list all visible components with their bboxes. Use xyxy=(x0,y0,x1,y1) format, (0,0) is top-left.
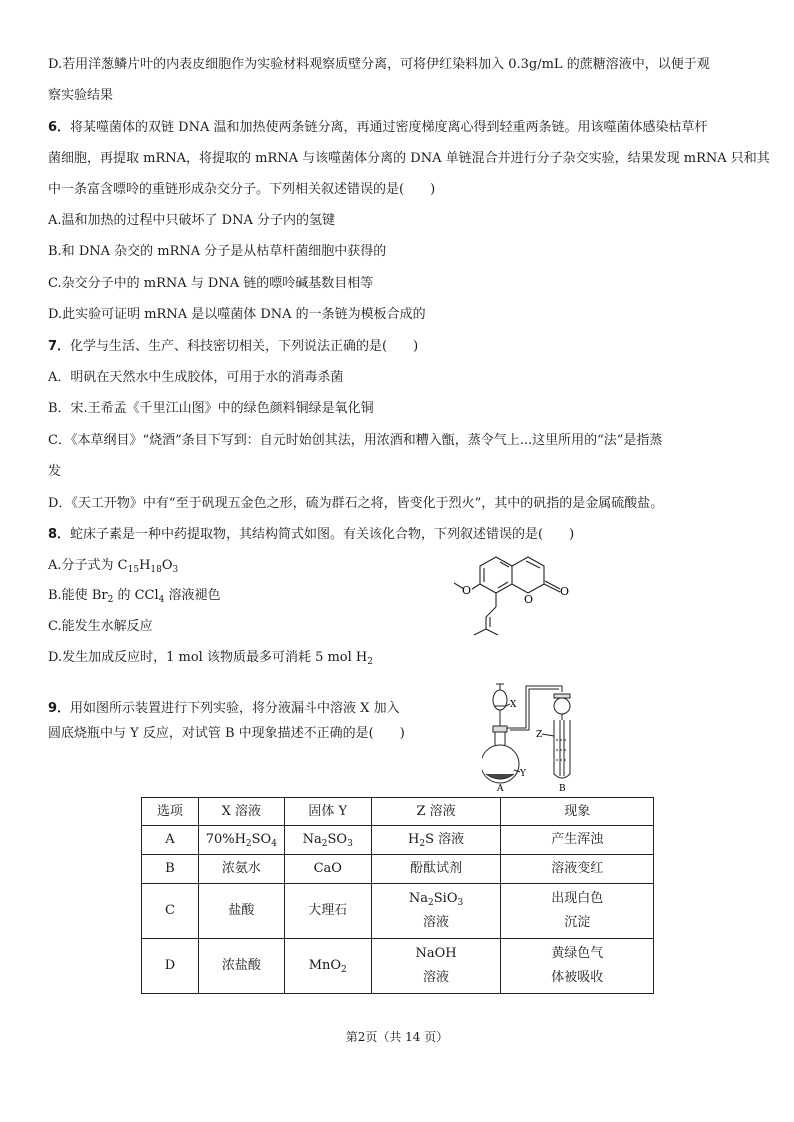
cell-y: CaO xyxy=(284,855,371,884)
cell-phenomenon: 溶液变红 xyxy=(501,855,654,884)
cell-phenomenon xyxy=(501,939,654,994)
cell-x: 浓氨水 xyxy=(198,855,284,884)
ring-oxygen-label: O xyxy=(524,593,534,606)
z-line2: 溶液 xyxy=(423,970,450,985)
experiment-table xyxy=(141,797,654,994)
x-mid: SO xyxy=(251,832,272,847)
z-line1: NaOH xyxy=(415,946,457,961)
q6-stem-line1 xyxy=(48,118,708,138)
cell-z: 酚酞试剂 xyxy=(371,855,501,884)
cell-phenomenon xyxy=(501,884,654,939)
phenom-line1: 出现白色 xyxy=(551,891,604,906)
q9-number: 9． xyxy=(48,701,71,716)
table-header-row xyxy=(142,798,654,826)
q8-a-sub2: 18 xyxy=(150,565,162,575)
q7-option-a: A．明矾在天然水中生成胶体，可用于水的消毒杀菌 xyxy=(48,370,344,385)
y-text: Na xyxy=(302,832,322,847)
y-sub1: 2 xyxy=(321,839,328,849)
header-z-solution: Z 溶液 xyxy=(371,798,501,826)
q8-b-mid: 的 CCl xyxy=(113,588,159,603)
methoxy-oxygen-label: O xyxy=(462,584,472,597)
q8-d-text: D.发生加成反应时，1 mol 该物质最多可消耗 5 mol H xyxy=(48,650,368,665)
q7-option-d: D．《天工开物》中有“至于矾现五金色之形，硫为群石之将，皆变化于烈火”，其中的矾指的是金属硫酸盐。 xyxy=(48,496,664,511)
q8-b-text: B.能使 Br xyxy=(48,588,108,603)
q8-option-d xyxy=(48,648,373,668)
cell-z xyxy=(371,826,501,855)
q5-option-d-line2: 察实验结果 xyxy=(48,88,114,103)
q8-stem xyxy=(48,525,574,545)
z-sub1: 2 xyxy=(428,898,434,908)
q8-b-post: 溶液褪色 xyxy=(164,588,221,603)
header-option: 选项 xyxy=(142,798,199,826)
cell-z xyxy=(371,884,501,939)
q8-option-b xyxy=(48,586,221,606)
label-z: Z xyxy=(536,730,543,740)
y-mid: SO xyxy=(327,832,348,847)
y-sub2: 3 xyxy=(347,839,353,849)
q9-stem-line2: 圆底烧瓶中与 Y 反应，对试管 B 中现象描述不正确的是( ) xyxy=(48,726,405,741)
q5-option-d-line1: D.若用洋葱鳞片叶的内表皮细胞作为实验材料观察质壁分离，可将伊红染料加入 0.3g/mL 的蔗糖溶液中，以便于观 xyxy=(48,57,710,72)
cell-x: 浓盐酸 xyxy=(198,939,284,994)
cell-phenomenon: 产生浑浊 xyxy=(501,826,654,855)
q7-option-c-line1: C．《本草纲目》“烧酒”条目下写到：自元时始创其法，用浓酒和糟入甑，蒸令气上...这里所用的“法”是指蒸 xyxy=(48,433,663,448)
header-phenomenon: 现象 xyxy=(501,798,654,826)
q6-stem-line2: 菌细胞，再提取 mRNA，将提取的 mRNA 与该噬菌体分离的 DNA 单链混合并进行分子杂交实验，结果发现 mRNA 只和其 xyxy=(48,151,770,166)
q6-number: 6． xyxy=(48,120,71,135)
z-sub2: 3 xyxy=(457,898,464,908)
phenom-line1: 黄绿色气 xyxy=(551,946,604,961)
q8-option-a xyxy=(48,556,178,576)
y-text: MnO xyxy=(308,958,342,973)
apparatus-figure xyxy=(482,680,592,792)
z-mid: SiO xyxy=(433,891,458,906)
phenom-line2: 沉淀 xyxy=(564,915,591,930)
osthole-structure-figure xyxy=(438,545,588,640)
label-b: B xyxy=(559,784,566,792)
cell-x xyxy=(198,826,284,855)
x-sub1: 2 xyxy=(245,839,252,849)
q7-option-c-line2: 发 xyxy=(48,464,62,479)
q7-stem xyxy=(48,337,418,357)
q8-b-sub2: 4 xyxy=(158,595,165,605)
table-row xyxy=(142,826,654,855)
cell-x: 盐酸 xyxy=(198,884,284,939)
z-sub: 2 xyxy=(419,839,426,849)
x-sub2: 4 xyxy=(271,839,277,849)
q6-stem-line3: 中一条富含嘌呤的重链形成杂交分子。下列相关叙述错误的是( ) xyxy=(48,182,436,197)
q8-number: 8． xyxy=(48,527,71,542)
q7-stem-text: 化学与生活、生产、科技密切相关，下列说法正确的是( ) xyxy=(70,339,419,354)
q8-a-h: H xyxy=(139,558,151,573)
table-row xyxy=(142,884,654,939)
cell-option: C xyxy=(142,884,199,939)
q6-option-b: B.和 DNA 杂交的 mRNA 分子是从枯草杆菌细胞中获得的 xyxy=(48,244,387,259)
cell-option: D xyxy=(142,939,199,994)
z-text: Na xyxy=(408,891,429,906)
q8-b-sub1: 2 xyxy=(107,595,114,605)
phenom-line2: 体被吸收 xyxy=(551,970,604,985)
z-post: S 溶液 xyxy=(425,832,465,847)
q7-number: 7． xyxy=(48,339,71,354)
z-line2: 溶液 xyxy=(423,915,450,930)
table-row xyxy=(142,855,654,884)
header-solid-y: 固体 Y xyxy=(284,798,371,826)
q6-option-c: C.杂交分子中的 mRNA 与 DNA 链的嘌呤碱基数目相等 xyxy=(48,276,374,291)
cell-y xyxy=(284,939,371,994)
q9-stem-text1: 用如图所示装置进行下列实验，将分液漏斗中溶液 X 加入 xyxy=(70,701,400,716)
cell-y: 大理石 xyxy=(284,884,371,939)
carbonyl-oxygen-label: O xyxy=(560,585,570,598)
z-text: H xyxy=(408,832,420,847)
cell-z xyxy=(371,939,501,994)
q8-a-o: O xyxy=(161,558,173,573)
table-row xyxy=(142,939,654,994)
q6-stem-text1: 将某噬菌体的双链 DNA 温和加热使两条链分离，再通过密度梯度离心得到轻重两条链。用该噬菌体感染枯草杆 xyxy=(70,120,708,135)
q8-option-c: C.能发生水解反应 xyxy=(48,619,153,634)
q6-option-d: D.此实验可证明 mRNA 是以噬菌体 DNA 的一条链为模板合成的 xyxy=(48,307,426,322)
q8-a-sub1: 15 xyxy=(127,565,140,575)
label-y: Y xyxy=(520,769,526,779)
q7-option-b: B．宋.王希孟《千里江山图》中的绿色颜料铜绿是氧化铜 xyxy=(48,401,374,416)
q8-stem-text: 蛇床子素是一种中药提取物，其结构简式如图。有关该化合物，下列叙述错误的是( ) xyxy=(70,527,575,542)
q8-a-text: A.分子式为 C xyxy=(48,558,128,573)
q8-d-sub: 2 xyxy=(367,657,373,667)
q9-stem-line1 xyxy=(48,699,400,719)
header-x-solution: X 溶液 xyxy=(198,798,284,826)
label-x: X xyxy=(510,700,517,710)
cell-option: A xyxy=(142,826,199,855)
q6-option-a: A.温和加热的过程中只破坏了 DNA 分子内的氢键 xyxy=(48,213,335,228)
page-footer: 第2页（共 14 页） xyxy=(345,1030,449,1044)
x-text: 70%H xyxy=(205,832,246,847)
cell-y xyxy=(284,826,371,855)
label-a: A xyxy=(497,784,504,792)
y-sub: 2 xyxy=(341,965,347,975)
cell-option: B xyxy=(142,855,199,884)
q8-a-sub3: 3 xyxy=(172,565,179,575)
